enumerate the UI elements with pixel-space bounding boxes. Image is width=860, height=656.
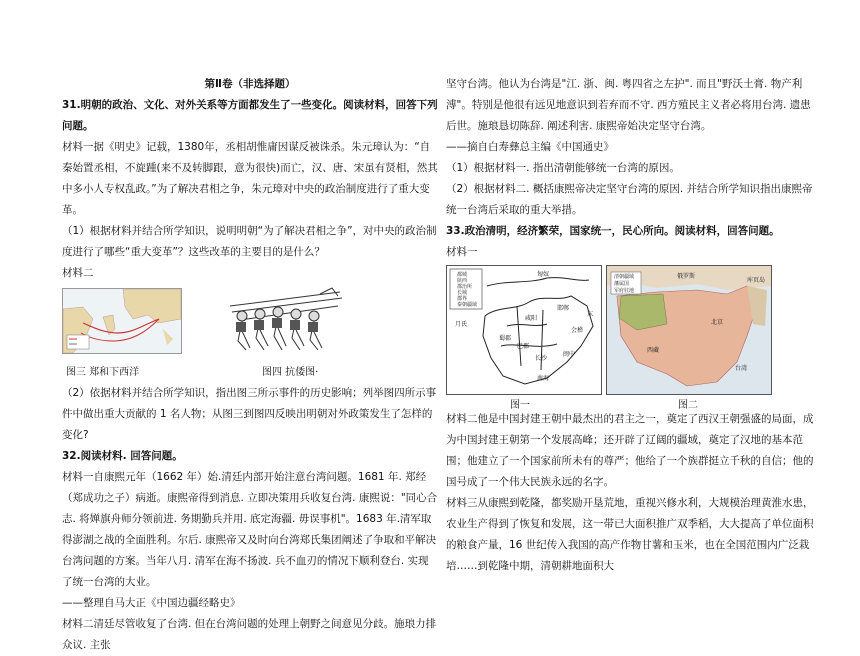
q31-sub1: （1）根据材料并结合所学知识，说明明朝“为了解决君相之争”，对中央的政治制度进行了哪些“重大变革”？这些改革的主要目的是什么？ <box>62 225 437 258</box>
map1-legend-2: 郡治所 <box>457 284 473 290</box>
figure-captions <box>62 362 438 383</box>
map1-label-0: 咸阳 <box>525 315 538 322</box>
map1-caption: 图一 <box>510 400 530 411</box>
map1-label-8: 月氏 <box>455 321 468 328</box>
qing-map <box>606 265 772 395</box>
map2-label-4: 台湾 <box>735 365 748 372</box>
fig4-caption: 图四 抗倭图· <box>262 367 319 378</box>
map1-legend-3: 长城 <box>457 290 468 296</box>
map1-legend-4: 郡界 <box>457 296 468 302</box>
map2-label-3: 西藏 <box>647 347 660 354</box>
q33-material2: 材料二他是中国封建王朝中最杰出的君主之一，奠定了西汉王朝强盛的局面，成为中国封建王朝第一个发展高峰；还开辟了辽阔的疆域，奠定了汉地的基本范围；他建立了一个国家前所未有的尊严；他给了一个族群挺立千秋的自信；他的国号成了一个伟大民族永远的名字。 <box>446 413 814 488</box>
map2-label-1: 库页岛 <box>747 277 766 284</box>
map2-legend-2: 军府驻地 <box>614 288 635 294</box>
map-row <box>446 263 818 409</box>
map1-label-3: 长沙 <box>535 355 548 362</box>
map1-legend-0: 都城 <box>457 272 468 278</box>
map2-label-0: 俄罗斯 <box>677 273 696 280</box>
q32-source2: ——摘自白寿彝总主编《中国通史》 <box>446 141 614 153</box>
q32-sub1: （1）根据材料一. 指出清朝能够统一台湾的原因。 <box>446 162 680 174</box>
q31-title: 31.明朝的政治、文化、对外关系等方面都发生了一些变化。阅读材料，回答下列问题。 <box>62 99 438 132</box>
map1-label-2: 巴郡 <box>517 343 530 350</box>
map1-legend-1: 陕西 <box>457 278 468 284</box>
q32-material2-cont: 坚守台湾。他认为台湾是"江. 浙、闽. 粤四省之左护". 而且"野沃土膏. 物产利溥"。特别是他很有远见地意识到若弃而不守. 西方殖民主义者必将用台湾. 遗患后世。施琅恳切陈辞. 阐述利害. 康熙帝始决定坚守台湾。 <box>446 78 811 132</box>
right-column <box>446 74 818 577</box>
left-column <box>62 74 438 656</box>
q33-material3: 材料三从康熙到乾隆，都奖励开垦荒地，重视兴修水利，大规模治理黄淮水患，农业生产得到了恢复和发展，这一带已大面积推广双季稻，大大提高了单位面积的粮食产量，16 世纪传入我国的高产作物甘薯和玉米，也在全国范围内广泛栽培……到乾隆中期，清朝耕地面积大 <box>446 497 814 572</box>
map1-label-10: 东 <box>587 311 594 318</box>
q33-title: 33.政治清明，经济繁荣，国家统一，民心所向。阅读材料，回答问题。 <box>446 225 780 237</box>
map2-caption: 图二 <box>678 400 698 411</box>
map1-label-4: 南海 <box>537 375 550 382</box>
map1-label-7: 邯郸 <box>557 305 570 312</box>
q32-source1: ——整理自马大正《中国边疆经略史》 <box>62 597 241 609</box>
map2-label-2: 北京 <box>711 319 724 326</box>
q32-material2-start: 材料二清廷尽管收复了台湾. 但在台湾问题的处理上朝野之间意见分歧。施琅力排众议. 主张 <box>62 618 437 651</box>
q31-material2-label: 材料二 <box>62 267 94 279</box>
q32-material1: 材料一自康熙元年（1662 年）始.清廷内部开始注意台湾问题。1681 年. 郑经（郑成功之子）病逝。康熙帝得到消息. 立即决策用兵收复台湾. 康熙说："同心合志. 将婵旗舟师分领前进. 务期勤兵并用. 底定海疆. 毋误事机"。1683 年.清军取得澎湖之战的全面胜利。尔后. 康熙帝又及时向台湾郑氏集团阐述了争取和平解决台湾问题的方案。当年八月. 清军在海不扬波. 兵不血刃的情况下顺利登台. 实现了统一台湾的大业。 <box>62 471 438 588</box>
map1-label-6: 会稽 <box>571 327 584 334</box>
q33-material1-label: 材料一 <box>446 246 478 258</box>
q31-sub2: （2）依据材料并结合所学知识，指出图三所示事件的历史影响；列举图四所示事件中做出重大贡献的 1 名人物；从图三到图四反映出明朝对外政策发生了怎样的变化? <box>62 387 437 441</box>
zheng-he-map <box>62 288 182 354</box>
map1-label-1: 蜀郡 <box>499 335 512 342</box>
figure-row <box>62 284 438 362</box>
q32-title: 32.阅读材料. 回答问题。 <box>62 450 183 462</box>
map1-label-5: 闽中 <box>563 351 576 358</box>
qin-map <box>446 265 602 395</box>
section-title: 第Ⅱ卷（非选择题） <box>204 78 296 90</box>
q32-sub2: （2）根据材料二. 概括康熙帝决定坚守台湾的原因. 并结合所学知识指出康熙帝统一台湾后采取的重大举措。 <box>446 183 813 216</box>
anti-pirate-illustration <box>220 286 348 352</box>
map2-legend-0: 清朝疆域 <box>614 274 635 280</box>
fig3-caption: 图三 郑和下西洋 <box>66 367 140 378</box>
q31-material1: 材料一据《明史》记载，1380年，丞相胡惟庸因谋反被诛杀。朱元璋认为：“自秦始置丞相，不旋踵(来不及转脚跟，意为很快)而亡，汉、唐、宋虽有贤相，然其中多小人专权乱政。”为了解决君相之争，朱元璋对中央的政治制度进行了重大变革。 <box>62 141 438 216</box>
map1-legend-5: 秦朝疆域 <box>457 302 478 308</box>
map1-label-9: 匈奴 <box>537 271 550 278</box>
map2-legend-1: 藩属国 <box>614 281 630 287</box>
